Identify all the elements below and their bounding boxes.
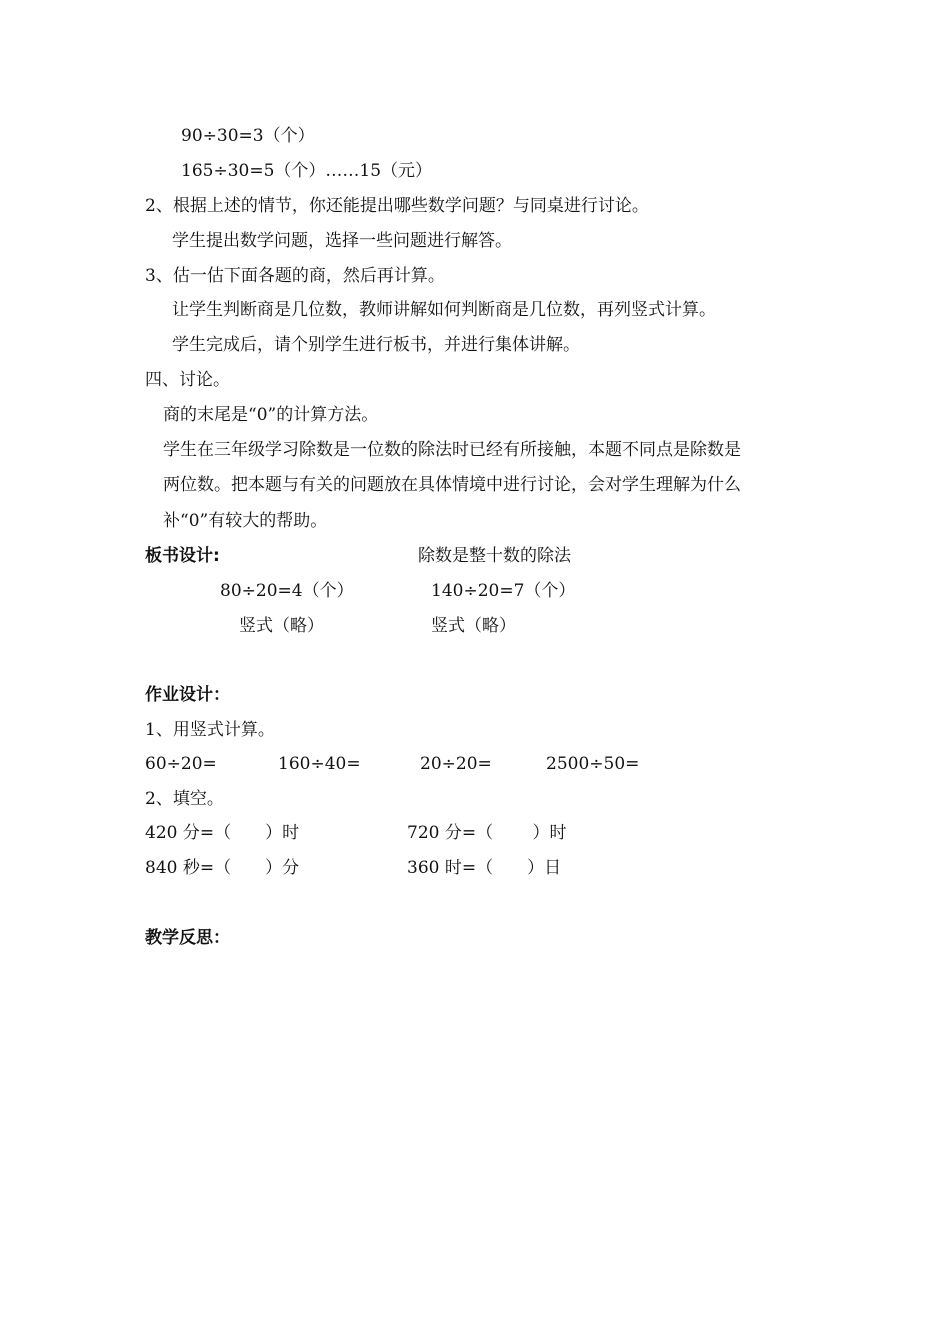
board-title: 除数是整十数的除法 xyxy=(418,546,571,566)
text-line: 学生完成后，请个别学生进行板书，并进行集体讲解。 xyxy=(172,335,580,355)
homework-question: 2、填空。 xyxy=(145,789,224,809)
equation-line: 165÷30=5（个）……15（元） xyxy=(181,161,433,181)
text-line: 补“0”有较大的帮助。 xyxy=(163,511,328,531)
text-line: 3、估一估下面各题的商，然后再计算。 xyxy=(145,266,445,286)
board-note: 竖式（略） xyxy=(431,616,516,636)
reflection-heading: 教学反思： xyxy=(145,928,230,948)
fill-item: 360 时=（ ）日 xyxy=(407,858,562,878)
calc-item: 2500÷50= xyxy=(546,754,640,774)
calc-item: 60÷20= xyxy=(145,754,217,774)
board-equation: 140÷20=7（个） xyxy=(431,581,576,601)
board-equation: 80÷20=4（个） xyxy=(220,581,354,601)
board-design-heading: 板书设计: xyxy=(145,546,220,566)
homework-heading: 作业设计： xyxy=(145,685,230,705)
homework-question: 1、用竖式计算。 xyxy=(145,720,275,740)
text-line: 2、根据上述的情节，你还能提出哪些数学问题？与同桌进行讨论。 xyxy=(145,196,649,216)
fill-item: 420 分=（ ）时 xyxy=(145,823,300,843)
text-line: 两位数。把本题与有关的问题放在具体情境中进行讨论，会对学生理解为什么 xyxy=(163,475,741,495)
text-line: 让学生判断商是几位数，教师讲解如何判断商是几位数，再列竖式计算。 xyxy=(172,300,716,320)
calc-item: 20÷20= xyxy=(420,754,492,774)
equation-line: 90÷30=3（个） xyxy=(181,126,315,146)
fill-item: 840 秒=（ ）分 xyxy=(145,858,300,878)
text-line: 学生提出数学问题，选择一些问题进行解答。 xyxy=(172,231,512,251)
fill-item: 720 分=（ ）时 xyxy=(407,823,567,843)
board-note: 竖式（略） xyxy=(239,616,324,636)
text-line: 商的末尾是“0”的计算方法。 xyxy=(163,405,379,425)
calc-item: 160÷40= xyxy=(278,754,361,774)
text-line: 学生在三年级学习除数是一位数的除法时已经有所接触，本题不同点是除数是 xyxy=(163,440,741,460)
section-heading: 四、讨论。 xyxy=(145,370,230,390)
